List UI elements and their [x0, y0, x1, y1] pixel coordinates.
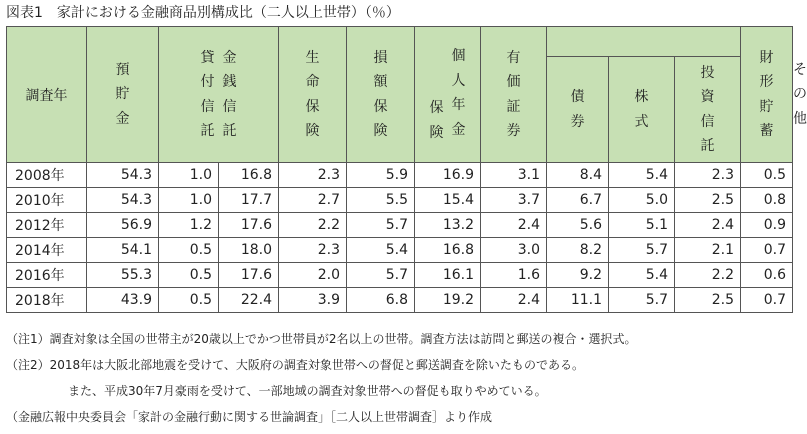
value-cell: 2.4 — [675, 213, 741, 238]
value-cell: 2.5 — [675, 288, 741, 313]
header-year: 調査年 — [7, 27, 87, 163]
value-cell: 5.0 — [609, 188, 675, 213]
value-cell: 16.8 — [415, 238, 481, 263]
vt-toshi: 投 資 信 託 — [700, 64, 715, 154]
value-cell: 16.8 — [219, 163, 279, 188]
header-seimei — [279, 27, 347, 163]
value-cell: 5.4 — [609, 163, 675, 188]
value-cell: 2.4 — [481, 288, 547, 313]
value-cell: 15.4 — [415, 188, 481, 213]
value-cell: 2.0 — [279, 263, 347, 288]
value-cell: 5.4 — [609, 263, 675, 288]
value-cell: 3.0 — [481, 238, 547, 263]
header-shintaku — [159, 27, 279, 163]
value-cell: 2.5 — [675, 188, 741, 213]
composition-table — [6, 26, 807, 313]
value-cell: 2.2 — [675, 263, 741, 288]
source-note: （金融広報中央委員会「家計の金融行動に関する世論調査」［二人以上世帯調査］より作成 — [6, 410, 493, 424]
value-cell: 9.2 — [547, 263, 609, 288]
header-toshi — [675, 57, 741, 163]
value-cell: 5.7 — [347, 213, 415, 238]
table-row — [7, 163, 793, 188]
note-1: （注1）調査対象は全国の世帯主が20歳以上でかつ世帯員が2名以上の世帯。調査方法は訪問と郵送の複合・選択式。 — [6, 332, 637, 346]
value-cell: 54.3 — [87, 163, 159, 188]
value-cell: 22.4 — [219, 288, 279, 313]
value-cell: 13.2 — [415, 213, 481, 238]
value-cell: 0.5 — [741, 163, 793, 188]
value-cell: 5.1 — [609, 213, 675, 238]
value-cell: 17.6 — [219, 263, 279, 288]
header-yuka — [481, 27, 547, 163]
value-cell: 6.7 — [547, 188, 609, 213]
value-cell: 2.3 — [279, 163, 347, 188]
footnotes — [6, 326, 637, 430]
vt-kashitsuke: 貸 付 信 託 — [200, 49, 215, 139]
header-kabushiki — [609, 57, 675, 163]
note-2: （注2）2018年は大阪北部地震を受けて、大阪府の調査対象世帯への督促と郵送調査を除いたものである。 — [6, 358, 584, 372]
value-cell: 5.9 — [347, 163, 415, 188]
value-cell: 56.9 — [87, 213, 159, 238]
year-cell: 2016年 — [7, 263, 87, 288]
year-cell: 2012年 — [7, 213, 87, 238]
value-cell: 17.6 — [219, 213, 279, 238]
table-body — [7, 163, 793, 313]
year-cell: 2010年 — [7, 188, 87, 213]
vt-seimei: 生 命 保 険 — [305, 49, 320, 139]
table-row — [7, 288, 793, 313]
table-title: 図表1 家計における金融商品別構成比（二人以上世帯）（％） — [6, 5, 400, 21]
value-cell: 0.5 — [159, 263, 219, 288]
value-cell: 3.9 — [279, 288, 347, 313]
vt-yuka: 有 価 証 券 — [506, 49, 521, 139]
value-cell: 1.2 — [159, 213, 219, 238]
value-cell: 0.9 — [741, 213, 793, 238]
value-cell: 17.7 — [219, 188, 279, 213]
vt-kabushiki: 株 式 — [634, 89, 649, 130]
value-cell: 0.8 — [741, 188, 793, 213]
value-cell: 43.9 — [87, 288, 159, 313]
value-cell: 1.0 — [159, 163, 219, 188]
vt-kinsen: 金 銭 信 託 — [222, 49, 237, 139]
value-cell: 19.2 — [415, 288, 481, 313]
table-row — [7, 263, 793, 288]
value-cell: 0.5 — [159, 288, 219, 313]
value-cell: 8.4 — [547, 163, 609, 188]
vt-songai: 損 額 保 険 — [373, 49, 388, 139]
value-cell: 0.7 — [741, 288, 793, 313]
value-cell: 18.0 — [219, 238, 279, 263]
value-cell: 5.4 — [347, 238, 415, 263]
value-cell: 11.1 — [547, 288, 609, 313]
note-2-continued: また、平成30年7月豪雨を受けて、一部地域の調査対象世帯への督促も取りやめている。 — [68, 384, 547, 398]
vt-sonota: そ の 他 — [793, 61, 807, 127]
value-cell: 5.6 — [547, 213, 609, 238]
value-cell: 0.7 — [741, 238, 793, 263]
value-cell: 5.7 — [347, 263, 415, 288]
value-cell: 6.8 — [347, 288, 415, 313]
value-cell: 8.2 — [547, 238, 609, 263]
header-kojin — [415, 27, 481, 163]
header-songai — [347, 27, 415, 163]
value-cell: 2.7 — [279, 188, 347, 213]
value-cell: 0.6 — [741, 263, 793, 288]
value-cell: 54.3 — [87, 188, 159, 213]
value-cell: 2.3 — [279, 238, 347, 263]
value-cell: 2.1 — [675, 238, 741, 263]
header-yochokin — [87, 27, 159, 163]
vt-zaikei: 財 形 貯 蓄 — [759, 49, 774, 139]
value-cell: 16.9 — [415, 163, 481, 188]
value-cell: 54.1 — [87, 238, 159, 263]
value-cell: 5.7 — [609, 288, 675, 313]
header-saiken — [547, 57, 609, 163]
vt-kojin: 個 人 年 金 — [451, 48, 466, 138]
table-row — [7, 213, 793, 238]
value-cell: 5.5 — [347, 188, 415, 213]
value-cell: 2.4 — [481, 213, 547, 238]
header-yuka-group — [547, 27, 741, 57]
value-cell: 2.2 — [279, 213, 347, 238]
year-cell: 2008年 — [7, 163, 87, 188]
year-cell: 2014年 — [7, 238, 87, 263]
vt-saiken: 債 券 — [570, 89, 585, 130]
table-row — [7, 188, 793, 213]
value-cell: 3.1 — [481, 163, 547, 188]
table-row — [7, 238, 793, 263]
value-cell: 1.0 — [159, 188, 219, 213]
header-zaikei — [741, 27, 793, 163]
value-cell: 0.5 — [159, 238, 219, 263]
year-cell: 2018年 — [7, 288, 87, 313]
value-cell: 5.7 — [609, 238, 675, 263]
value-cell: 55.3 — [87, 263, 159, 288]
value-cell: 1.6 — [481, 263, 547, 288]
value-cell: 3.7 — [481, 188, 547, 213]
value-cell: 2.3 — [675, 163, 741, 188]
value-cell: 16.1 — [415, 263, 481, 288]
vt-yochokin: 預 貯 金 — [115, 61, 130, 127]
vt-kojin-hoken: 保 険 — [429, 100, 444, 141]
